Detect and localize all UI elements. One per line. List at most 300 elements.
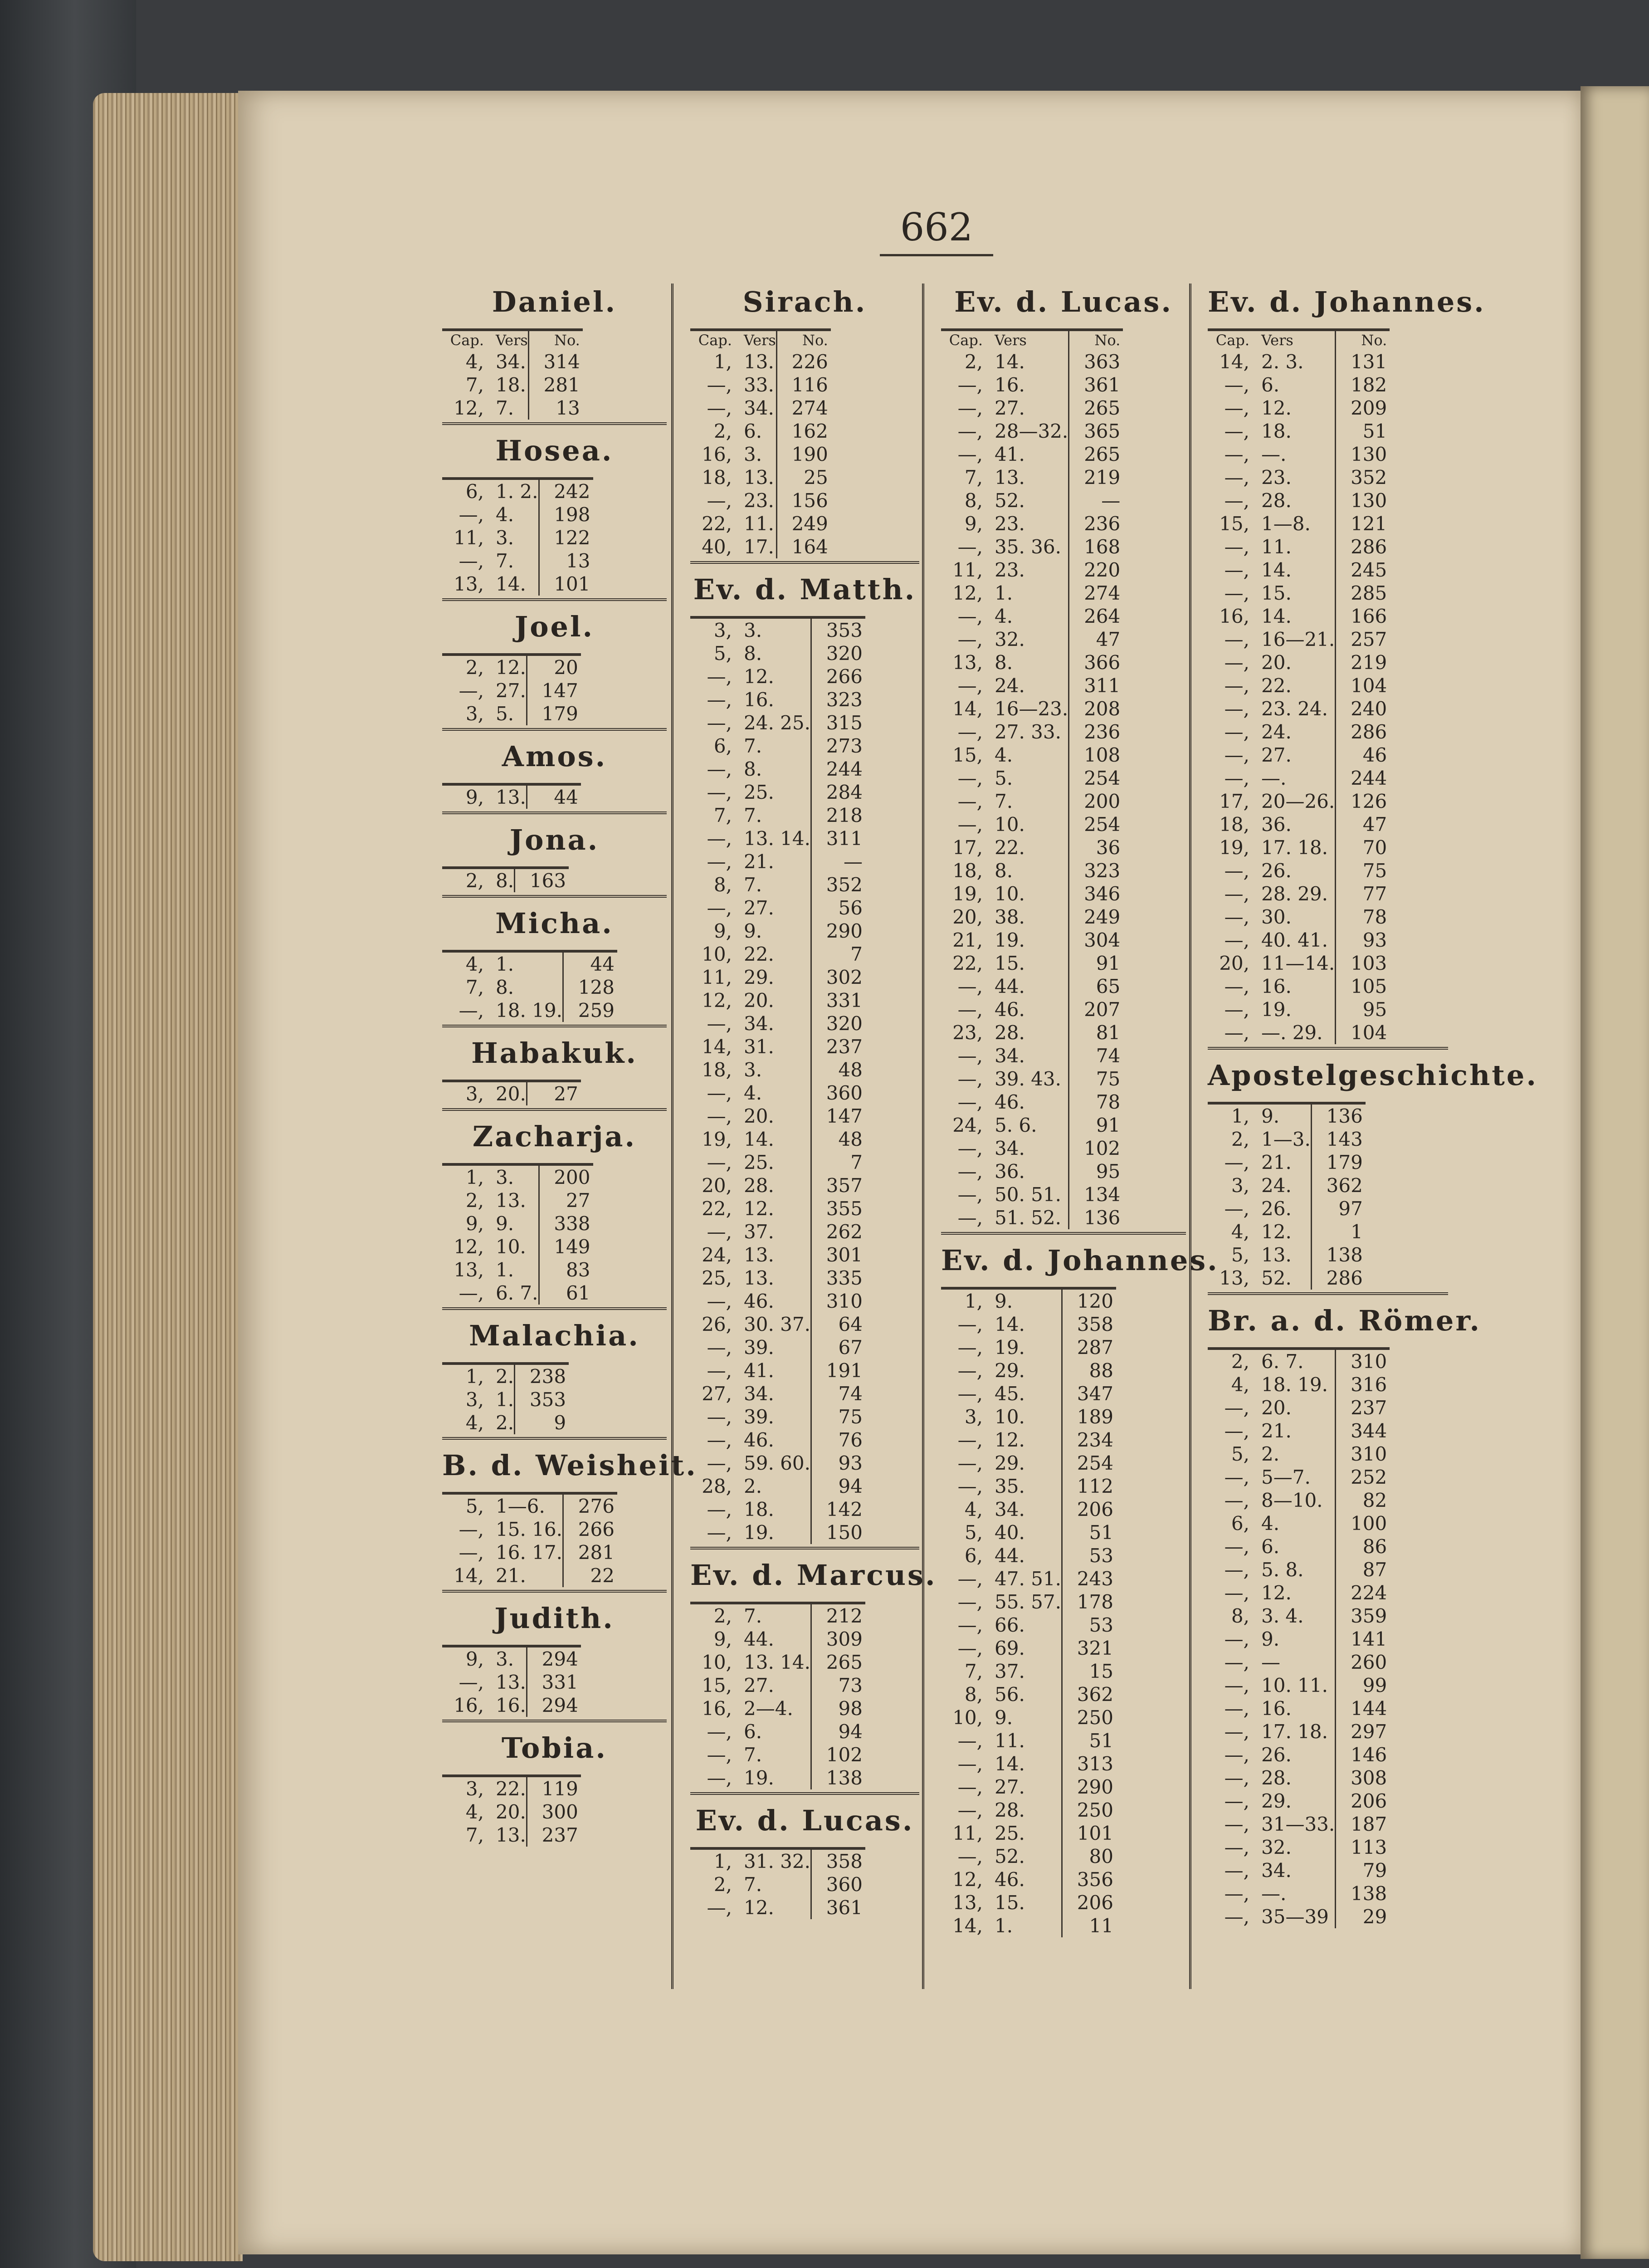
cell-verse: 44. [744, 1628, 774, 1650]
section-divider [442, 1590, 667, 1593]
cell-verse: 11. [1261, 536, 1292, 558]
table-row [442, 1823, 581, 1847]
cell-chapter: 3, [465, 703, 484, 725]
cell-chapter: —, [1224, 374, 1249, 396]
cell-number: 51 [1062, 1521, 1116, 1544]
cell-chapter: —, [707, 850, 732, 873]
cell-chapter: 18, [702, 466, 732, 489]
cell-number: 353 [811, 617, 865, 642]
cell-number: 131 [1336, 350, 1390, 373]
cell-verse: 33. [744, 374, 774, 396]
table-row [941, 905, 1123, 929]
cell-verse: 6. [1261, 374, 1280, 396]
table-row [442, 976, 617, 999]
section-divider [442, 1720, 667, 1722]
reference-table [690, 1847, 865, 1919]
cell-verse: 13. [496, 1824, 526, 1846]
reference-table [442, 1645, 581, 1717]
cell-chapter: —, [1224, 1813, 1249, 1835]
cell-verse: 56. [995, 1683, 1025, 1706]
table-row [941, 350, 1123, 373]
cell-number: 276 [563, 1493, 617, 1518]
table-row [941, 674, 1123, 697]
cell-verse: 7. [744, 874, 762, 896]
cell-chapter: 6, [465, 480, 484, 503]
cell-chapter: 4, [465, 953, 484, 975]
cell-number: 219 [1069, 466, 1123, 489]
cell-verse: 7. [744, 804, 762, 826]
cell-verse: 46. [995, 1091, 1025, 1113]
cell-chapter: —, [1224, 1744, 1249, 1766]
cell-number: 86 [1336, 1535, 1390, 1558]
cell-chapter: —, [957, 675, 983, 697]
table-row [941, 1021, 1123, 1044]
cell-verse: 26. [1261, 1744, 1292, 1766]
cell-verse: 14. [995, 1313, 1025, 1335]
cell-number: 44 [563, 951, 617, 976]
cell-verse: 4. [995, 744, 1013, 766]
cell-chapter: —, [707, 781, 732, 803]
cell-verse: 17. 18. [1261, 836, 1328, 859]
cell-verse: 19. [744, 1767, 774, 1789]
table-row [1208, 859, 1390, 882]
cell-chapter: 9, [964, 513, 983, 535]
cell-chapter: —, [707, 758, 732, 780]
cell-chapter: —, [707, 1012, 732, 1035]
table-row [442, 350, 583, 373]
cell-chapter: 6, [964, 1545, 983, 1567]
cell-verse: 59. 60. [744, 1452, 810, 1474]
cell-number: 244 [1336, 767, 1390, 790]
table-row [1208, 628, 1390, 651]
reference-table [442, 328, 583, 420]
cell-chapter: 5, [1231, 1443, 1249, 1465]
cell-chapter: 16, [702, 1697, 732, 1720]
cell-chapter: —, [1224, 628, 1249, 650]
cell-chapter: 2, [465, 656, 484, 679]
table-row [690, 1896, 865, 1919]
cell-number: 198 [539, 503, 593, 526]
table-row [690, 1336, 865, 1359]
table-row [941, 1137, 1123, 1160]
cell-number: 286 [1311, 1266, 1366, 1290]
cell-number: 138 [1336, 1882, 1390, 1905]
cell-verse: 28. [1261, 489, 1292, 512]
header-cap: Cap. [450, 332, 484, 349]
cell-verse: 66. [995, 1614, 1025, 1636]
cell-verse: 7. [496, 397, 514, 419]
cell-number: 105 [1336, 975, 1390, 998]
cell-number: 102 [1069, 1137, 1123, 1160]
cell-number: 15 [1062, 1660, 1116, 1683]
table-row [941, 396, 1123, 420]
cell-verse: 29. [744, 966, 774, 988]
section-title: Ev. d. Johannes. [1208, 285, 1486, 318]
cell-chapter: 18, [702, 1059, 732, 1081]
cell-number: 226 [776, 350, 831, 373]
cell-chapter: —, [1224, 443, 1249, 465]
cell-chapter: 40, [702, 536, 732, 558]
section-title: Ev. d. Johannes. [941, 1244, 1219, 1277]
cell-chapter: —, [1224, 1767, 1249, 1789]
cell-verse: 52. [995, 1845, 1025, 1867]
cell-number: 315 [811, 711, 865, 734]
cell-chapter: —, [1224, 1697, 1249, 1720]
cell-chapter: —, [1224, 1906, 1249, 1928]
cell-number: 321 [1062, 1637, 1116, 1660]
table-row [442, 679, 581, 702]
cell-verse: 12. [1261, 1582, 1292, 1604]
table-row [941, 813, 1123, 836]
cell-chapter: 14, [952, 1915, 983, 1937]
cell-number: 78 [1336, 905, 1390, 929]
table-row [941, 1637, 1116, 1660]
cell-chapter: 7, [964, 466, 983, 489]
cell-verse: 23. [995, 559, 1025, 581]
cell-chapter: 19, [1219, 836, 1249, 859]
cell-verse: 23. [744, 489, 774, 512]
cell-chapter: 3, [1231, 1174, 1249, 1197]
section-title: Malachia. [469, 1319, 640, 1352]
index-column-4 [1208, 279, 1538, 1931]
table-row [690, 1290, 865, 1313]
cell-chapter: —, [957, 767, 983, 789]
cell-chapter: 10, [952, 1706, 983, 1729]
cell-verse: 31—33. [1261, 1813, 1335, 1835]
cell-number: 101 [539, 572, 593, 596]
cell-number: 290 [1062, 1775, 1116, 1799]
cell-verse: —. [1261, 443, 1287, 465]
cell-chapter: —, [707, 1521, 732, 1544]
cell-verse: 5. [496, 703, 514, 725]
table-row [1208, 1396, 1390, 1419]
cell-number: 187 [1336, 1813, 1390, 1836]
table-row [442, 549, 593, 572]
cell-chapter: —, [957, 605, 983, 627]
cell-chapter: —, [1224, 698, 1249, 720]
table-row [1208, 1512, 1390, 1535]
cell-verse: 25. [744, 781, 774, 803]
cell-number: 75 [1069, 1067, 1123, 1090]
cell-chapter: —, [1224, 397, 1249, 419]
table-row [690, 758, 865, 781]
section-divider [1208, 1292, 1448, 1295]
cell-number: 274 [1069, 582, 1123, 605]
cell-verse: 27. [496, 679, 526, 702]
table-row [442, 1646, 581, 1671]
cell-verse: 20. [1261, 651, 1292, 674]
table-row [690, 1035, 865, 1058]
cell-verse: 7. [744, 735, 762, 757]
cell-verse: 52. [1261, 1267, 1292, 1289]
cell-number: 362 [1311, 1174, 1366, 1197]
cell-number: 243 [1062, 1567, 1116, 1590]
cell-number: 190 [776, 443, 831, 466]
cell-verse: 14. [1261, 605, 1292, 627]
cell-number: 112 [1062, 1475, 1116, 1498]
reference-table [442, 477, 593, 596]
cell-verse: 1. [496, 953, 514, 975]
cell-number: 99 [1336, 1674, 1390, 1697]
table-row [690, 512, 831, 535]
cell-verse: 25. [995, 1822, 1025, 1844]
section-title: Ev. d. Lucas. [954, 285, 1173, 318]
table-row [442, 503, 593, 526]
table-row [941, 1428, 1116, 1452]
header-no: No. [776, 330, 831, 350]
section-title: Joel. [514, 610, 595, 643]
cell-verse: 44. [995, 975, 1025, 997]
cell-number: 70 [1336, 836, 1390, 859]
cell-chapter: 6, [713, 735, 732, 757]
table-row [941, 1044, 1123, 1067]
table-row [690, 804, 865, 827]
cell-verse: 27. [744, 897, 774, 919]
table-row [1208, 558, 1390, 582]
cell-chapter: —, [1224, 675, 1249, 697]
cell-verse: 27. [995, 397, 1025, 419]
cell-chapter: 10, [702, 1651, 732, 1673]
table-row [442, 1800, 581, 1823]
cell-verse: 15. [995, 952, 1025, 974]
cell-number: 94 [811, 1720, 865, 1743]
table-row [442, 1541, 617, 1564]
cell-number: 101 [1062, 1822, 1116, 1845]
cell-verse: 34. [995, 1137, 1025, 1159]
cell-verse: 37. [744, 1221, 774, 1243]
table-row [941, 1336, 1116, 1359]
cell-verse: 39. [744, 1336, 774, 1359]
cell-chapter: —, [1224, 559, 1249, 581]
cell-chapter: —, [957, 1160, 983, 1183]
reference-table [690, 616, 865, 1544]
cell-number: 146 [1336, 1743, 1390, 1766]
cell-verse: 35. [995, 1475, 1025, 1497]
cell-number: 134 [1069, 1183, 1123, 1206]
table-row [941, 1544, 1116, 1567]
section-title: Br. a. d. Römer. [1208, 1304, 1481, 1337]
cell-number: 335 [811, 1266, 865, 1290]
table-row [941, 1090, 1123, 1114]
cell-chapter: 11, [454, 527, 484, 549]
cell-number: 143 [1311, 1128, 1366, 1151]
section-title: Ev. d. Marcus. [690, 1559, 937, 1592]
cell-verse: 20. [496, 1083, 526, 1105]
cell-chapter: —, [707, 897, 732, 919]
cell-number: 98 [811, 1697, 865, 1720]
table-row [442, 1388, 569, 1411]
cell-number: 302 [811, 966, 865, 989]
cell-verse: 3. [496, 1648, 514, 1670]
cell-chapter: —, [707, 1452, 732, 1474]
cell-verse: 16—21. [1261, 628, 1335, 650]
cell-verse: 12. [1261, 397, 1292, 419]
table-row [442, 1235, 593, 1258]
cell-number: 47 [1336, 813, 1390, 836]
cell-verse: 27. 33. [995, 721, 1061, 743]
table-row [1208, 952, 1390, 975]
cell-number: 47 [1069, 628, 1123, 651]
cell-chapter: —, [1224, 1651, 1249, 1673]
cell-chapter: 1, [713, 351, 732, 373]
cell-verse: 34. [744, 1012, 774, 1035]
cell-number: 238 [515, 1364, 569, 1388]
table-row [1208, 1243, 1366, 1266]
table-row [941, 1822, 1116, 1845]
cell-verse: 28. 29. [1261, 883, 1328, 905]
page-edges [93, 93, 243, 2261]
reference-table [1208, 328, 1390, 1044]
cell-verse: 50. 51. [995, 1183, 1061, 1206]
cell-verse: 8. [995, 860, 1013, 882]
cell-chapter: —, [459, 550, 484, 572]
table-row [442, 1518, 617, 1541]
table-row [941, 1845, 1116, 1868]
table-row [941, 1868, 1116, 1891]
cell-number: 80 [1062, 1845, 1116, 1868]
cell-verse: 2—4. [744, 1697, 793, 1720]
cell-number: 310 [1336, 1442, 1390, 1466]
cell-number: 206 [1062, 1498, 1116, 1521]
cell-number: 237 [1336, 1396, 1390, 1419]
cell-number: 212 [811, 1603, 865, 1628]
cell-number: 113 [1336, 1836, 1390, 1859]
cell-number: 22 [563, 1564, 617, 1587]
cell-number: 64 [811, 1313, 865, 1336]
cell-chapter: —, [957, 628, 983, 650]
table-row [1208, 512, 1390, 535]
cell-number: 13 [539, 549, 593, 572]
cell-chapter: 10, [702, 943, 732, 965]
cell-number: 9 [515, 1411, 569, 1434]
cell-number: 266 [811, 665, 865, 688]
cell-chapter: 12, [454, 1236, 484, 1258]
table-row [941, 1313, 1116, 1336]
cell-verse: —. 29. [1261, 1022, 1323, 1044]
table-row [690, 443, 831, 466]
cell-number: 308 [1336, 1766, 1390, 1789]
table-row [1208, 1743, 1390, 1766]
cell-number: 218 [811, 804, 865, 827]
table-row [690, 420, 831, 443]
section-divider [442, 1307, 667, 1310]
cell-number: 265 [1069, 396, 1123, 420]
cell-verse: 24. [995, 675, 1025, 697]
cell-verse: 6. [1261, 1535, 1280, 1558]
cell-verse: 6. 7. [1261, 1350, 1304, 1373]
table-row [1208, 1174, 1366, 1197]
table-row [1208, 1373, 1390, 1396]
cell-number: 310 [1336, 1349, 1390, 1373]
cell-chapter: —, [957, 1068, 983, 1090]
table-row [690, 1012, 865, 1035]
cell-number: 120 [1062, 1288, 1116, 1313]
cell-verse: 7. [995, 790, 1013, 812]
cell-verse: 34. [995, 1045, 1025, 1067]
cell-verse: 6. [744, 420, 762, 442]
cell-number: 359 [1336, 1604, 1390, 1628]
cell-verse: 23. 24. [1261, 698, 1328, 720]
cell-number: 316 [1336, 1373, 1390, 1396]
cell-number: 209 [1336, 396, 1390, 420]
table-row [1208, 1266, 1366, 1290]
cell-chapter: 5, [713, 642, 732, 665]
cell-verse: 28. [995, 1799, 1025, 1821]
cell-verse: 20. [496, 1801, 526, 1823]
table-row [690, 1674, 865, 1697]
table-row [690, 396, 831, 420]
cell-verse: 39. [744, 1406, 774, 1428]
cell-chapter: —, [707, 397, 732, 419]
table-row [941, 466, 1123, 489]
cell-chapter: —, [1224, 998, 1249, 1021]
cell-chapter: —, [459, 679, 484, 702]
cell-number: 119 [527, 1776, 581, 1800]
table-row [1208, 1836, 1390, 1859]
cell-number: 1 [1311, 1220, 1366, 1243]
cell-number: 365 [1069, 420, 1123, 443]
cell-chapter: —, [707, 1336, 732, 1359]
cell-verse: 19. [744, 1521, 774, 1544]
cell-chapter: 7, [713, 804, 732, 826]
cell-chapter: —, [957, 1137, 983, 1159]
header-cap: Cap. [1215, 332, 1249, 349]
cell-verse: 1. 2. [496, 480, 538, 503]
cell-chapter: 14, [702, 1036, 732, 1058]
cell-number: 207 [1069, 998, 1123, 1021]
cell-number: 320 [811, 642, 865, 665]
table-row [1208, 1103, 1366, 1128]
header-no: No. [528, 330, 583, 350]
cell-number: 311 [1069, 674, 1123, 697]
cell-number: 352 [1336, 466, 1390, 489]
table-row [690, 827, 865, 850]
table-row [442, 373, 583, 396]
table-row [1208, 1766, 1390, 1789]
cell-chapter: —, [1224, 651, 1249, 674]
cell-number: 83 [539, 1258, 593, 1281]
cell-number: 74 [1069, 1044, 1123, 1067]
table-row [442, 999, 617, 1022]
cell-chapter: —, [1224, 975, 1249, 997]
cell-number: 347 [1062, 1382, 1116, 1405]
cell-number: 294 [527, 1646, 581, 1671]
cell-number: 144 [1336, 1697, 1390, 1720]
cell-verse: 28. [1261, 1767, 1292, 1789]
cell-number: 266 [563, 1518, 617, 1541]
table-row [442, 1189, 593, 1212]
cell-chapter: —, [957, 1475, 983, 1497]
cell-chapter: —, [707, 1429, 732, 1451]
cell-chapter: —, [957, 1452, 983, 1474]
cell-verse: 28. [744, 1174, 774, 1197]
table-row [690, 1382, 865, 1405]
cell-chapter: 2, [713, 1605, 732, 1627]
table-row [1208, 443, 1390, 466]
reference-table [442, 653, 581, 725]
cell-verse: 11. [744, 513, 774, 535]
section-divider [442, 1025, 667, 1027]
cell-verse: 13. [995, 466, 1025, 489]
cell-chapter: —, [707, 712, 732, 734]
table-row [690, 642, 865, 665]
table-row [1208, 998, 1390, 1021]
cell-chapter: —, [957, 975, 983, 997]
cell-chapter: 9, [713, 920, 732, 942]
cell-number: 61 [539, 1281, 593, 1305]
cell-number: 102 [811, 1743, 865, 1766]
cell-verse: 20. [744, 1105, 774, 1127]
